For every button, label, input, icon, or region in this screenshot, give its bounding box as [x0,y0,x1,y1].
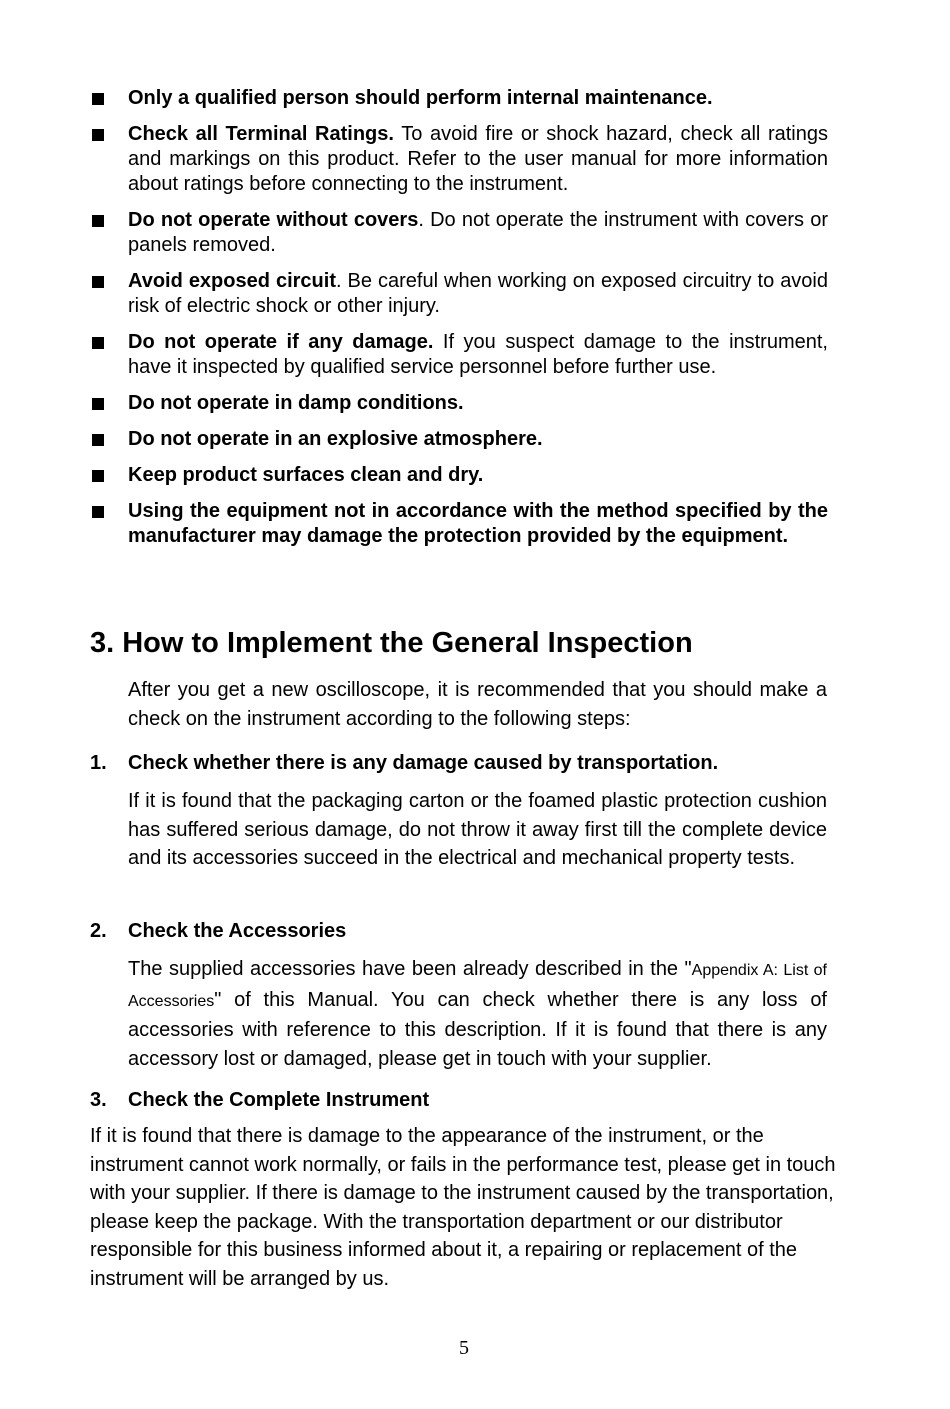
bullet-text: If you suspect damage to the instrument, have it inspected by qualified service personnel before further use. [128,331,828,378]
step-title: Check the Complete Instrument [128,1089,430,1111]
bullet-bold: Do not operate in an explosive atmosphere. [128,428,543,450]
step-title: Check whether there is any damage caused by transportation. [128,752,719,774]
step-number: 2. [90,920,107,942]
step-number: 3. [90,1089,107,1111]
square-bullet-icon [92,337,104,349]
step-heading [90,1089,429,1112]
square-bullet-icon [92,434,104,446]
bullet-item [92,427,828,452]
bullet-item [92,208,828,258]
bullet-bold: Keep product surfaces clean and dry. [128,464,484,486]
square-bullet-icon [92,215,104,227]
bullet-item [92,499,828,549]
bullet-item [92,463,828,488]
bullet-item [92,330,828,380]
step-body: If it is found that there is damage to the appearance of the instrument, or the instrument cannot work normally, or fails in the performance test, please get in touch with your supplier. If there is damage to the instrument caused by the transportation, please keep the package. With the transportation department or our distributor responsible for this business informed about it, a repairing or replacement of the instrument will be arranged by us. [90,1125,836,1290]
bullet-bold: Using the equipment not in accordance with the method specified by the manufacturer may damage the protection provided by the equipment. [128,500,828,547]
step-heading [90,752,718,775]
bullet-bold: Check all Terminal Ratings. [128,123,394,145]
step-body-text: " of this Manual. You can check whether there is any loss of accessories with reference to this description. If it is found that there is any accessory lost or damaged, please get in touch with your supplier. [128,988,827,1070]
square-bullet-icon [92,398,104,410]
step-body: If it is found that the packaging carton or the foamed plastic protection cushion has suffered serious damage, do not throw it away first till the complete device and its accessories succeed in the electrical and mechanical property tests. [128,790,827,869]
section-intro: After you get a new oscilloscope, it is recommended that you should make a check on the instrument according to the following steps: [128,679,827,730]
square-bullet-icon [92,129,104,141]
square-bullet-icon [92,506,104,518]
bullet-item [92,269,828,319]
bullet-bold: Avoid exposed circuit [128,270,336,292]
square-bullet-icon [92,470,104,482]
safety-bullet-list [92,86,828,560]
bullet-item [92,122,828,197]
section-heading: 3. How to Implement the General Inspection [90,627,693,659]
bullet-text: . Do not operate the instrument with covers or panels removed. [128,209,828,256]
bullet-bold: Do not operate without covers [128,209,419,231]
step-title: Check the Accessories [128,920,347,942]
bullet-bold: Do not operate in damp conditions. [128,392,464,414]
step-body [128,955,827,1073]
appendix-reference: Appendix A: List of Accessories [128,962,827,1010]
bullet-text: To avoid fire or shock hazard, check all ratings and markings on this product. Refer to the user manual for more information about ratings before connecting to the instrument. [128,123,828,195]
step-body-text: The supplied accessories have been already described in the " [128,958,692,980]
step-heading [90,920,346,943]
square-bullet-icon [92,93,104,105]
square-bullet-icon [92,276,104,288]
bullet-bold: Only a qualified person should perform internal maintenance. [128,87,713,109]
bullet-text: . Be careful when working on exposed circuitry to avoid risk of electric shock or other injury. [128,270,829,317]
bullet-item [92,391,828,416]
bullet-bold: Do not operate if any damage. [128,331,434,353]
page-number: 5 [459,1337,469,1359]
step-number: 1. [90,752,107,774]
bullet-item [92,86,828,111]
